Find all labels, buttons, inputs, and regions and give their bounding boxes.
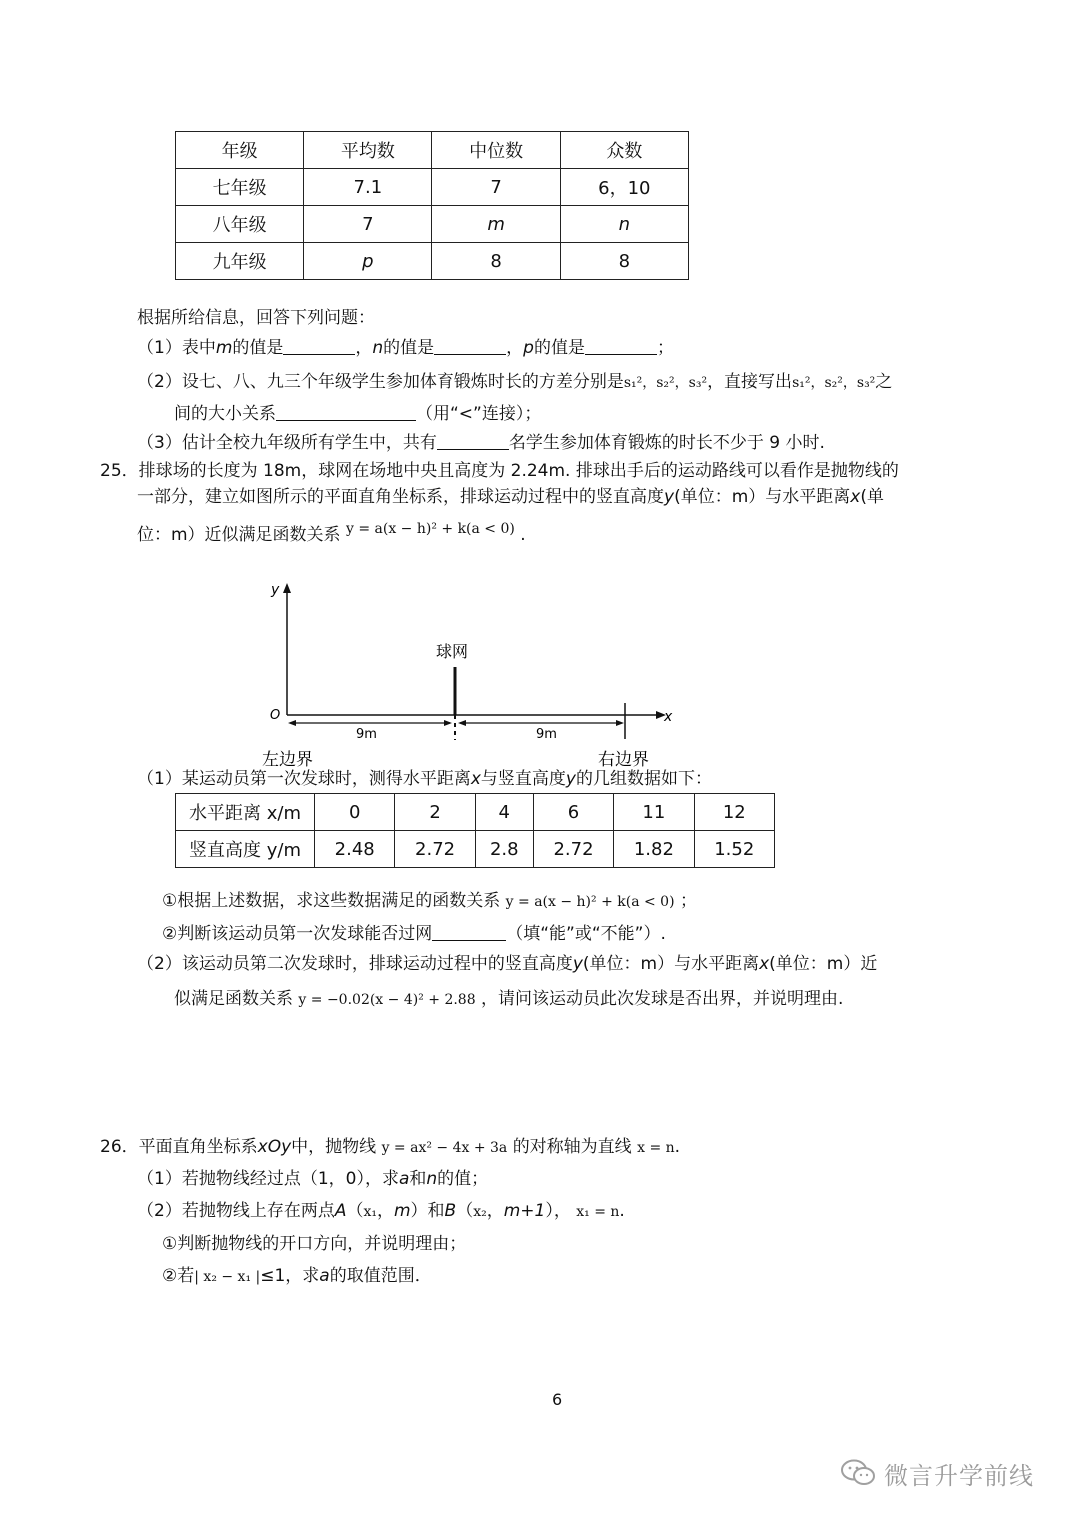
q24-part3: （3）估计全校九年级所有学生中，共有 名学生参加体育锻炼的时长不少于 9 小时.: [137, 433, 825, 453]
table-row: [176, 794, 775, 831]
stats-header-cell: 平均数: [304, 132, 432, 169]
q25-line3: 位：m）近似满足函数关系 $^{y = a(x - h)^2 + k(a < 0)}$ .: [137, 521, 526, 545]
watermark: [840, 1455, 1034, 1491]
y-value-cell: 2.72: [533, 831, 613, 868]
q25-sub1: ①根据上述数据，求这些数据满足的函数关系 y = a(x − h)² + k(a < 0) ；: [162, 891, 697, 911]
row-label: 水平距离 x/m: [176, 794, 315, 831]
q25-sub2: ②判断该运动员第一次发球能否过网 （填“能”或“不能”）.: [162, 924, 666, 944]
y-value-cell: 1.82: [614, 831, 694, 868]
mode-cell: n: [560, 206, 688, 243]
median-cell: 8: [432, 243, 560, 280]
watermark-text: 微言升学前线: [884, 1461, 1034, 1490]
stats-header-cell: 众数: [560, 132, 688, 169]
q26-sub2: ②若| x₂ − x₁ |≤1，求a的取值范围．: [162, 1266, 432, 1286]
x-axis-label: x: [664, 709, 673, 725]
q25-line2: 一部分，建立如图所示的平面直角坐标系，排球运动过程中的竖直高度y(单位：m）与水平距离x(单: [137, 487, 884, 507]
mean-cell: p: [304, 243, 432, 280]
q25-part2-line1: （2）该运动员第二次发球时，排球运动过程中的竖直高度y(单位：m）与水平距离x(单位：m）近: [137, 954, 878, 974]
x-value-cell: 2: [395, 794, 475, 831]
answer-blank[interactable]: [437, 433, 509, 450]
y-axis-arrow: [283, 583, 291, 593]
y-value-cell: 2.72: [395, 831, 475, 868]
q26-part1: （1）若抛物线经过点（1，0），求a和n的值；: [137, 1169, 489, 1189]
x-value-cell: 6: [533, 794, 613, 831]
left-boundary-label: 左边界: [262, 750, 313, 770]
table-row: [176, 206, 689, 243]
wechat-icon: [840, 1458, 876, 1488]
median-cell: m: [432, 206, 560, 243]
x-value-cell: 11: [614, 794, 694, 831]
row-label: 竖直高度 y/m: [176, 831, 315, 868]
grade-cell: 九年级: [176, 243, 304, 280]
x-value-cell: 12: [694, 794, 774, 831]
data-table: [175, 793, 775, 868]
answer-blank[interactable]: [432, 924, 506, 941]
y-value-cell: 1.52: [694, 831, 774, 868]
q25-line1: 25．排球场的长度为 18m，球网在场地中央且高度为 2.24m. 排球出手后的运动路线可以看作是抛物线的: [100, 461, 899, 481]
left-distance-label: 9m: [356, 727, 377, 742]
y-axis-label: y: [271, 582, 280, 598]
mean-cell: 7: [304, 206, 432, 243]
net-label: 球网: [436, 642, 469, 661]
stats-table: [175, 131, 689, 280]
y-value-cell: 2.8: [475, 831, 533, 868]
q25-part2-line2: 似满足函数关系 y = −0.02(x − 4)² + 2.88 ，请问该运动员此次发球是否出界，并说明理由.: [174, 989, 844, 1009]
grade-cell: 八年级: [176, 206, 304, 243]
q26-part2: （2）若抛物线上存在两点A（x₁，m）和B（x₂，m+1）， x₁ = n.: [137, 1201, 625, 1221]
answer-blank[interactable]: [276, 404, 416, 421]
median-cell: 7: [432, 169, 560, 206]
grade-cell: 七年级: [176, 169, 304, 206]
q26-sub1: ①判断抛物线的开口方向，并说明理由；: [162, 1234, 467, 1254]
q24-part2-line1: （2）设七、八、九三个年级学生参加体育锻炼时长的方差分别是s₁²，s₂²，s₃²，直接写出s₁²，s₂²，s₃²之: [137, 372, 893, 392]
x-value-cell: 4: [475, 794, 533, 831]
x-value-cell: 0: [315, 794, 395, 831]
right-boundary-label: 右边界: [598, 750, 649, 770]
stats-header-cell: 中位数: [432, 132, 560, 169]
y-value-cell: 2.48: [315, 831, 395, 868]
table-row: [176, 831, 775, 868]
stats-header-cell: 年级: [176, 132, 304, 169]
page-number: 6: [552, 1390, 563, 1409]
q24-part2-line2: 间的大小关系 （用“<”连接）；: [174, 404, 542, 424]
mode-cell: 8: [560, 243, 688, 280]
q26-line1: 26．平面直角坐标系xOy中，抛物线 y = ax² − 4x + 3a 的对称轴为直线 x = n.: [100, 1137, 681, 1157]
coordinate-figure: [250, 575, 690, 775]
table-row: [176, 243, 689, 280]
table-row: [176, 169, 689, 206]
mean-cell: 7.1: [304, 169, 432, 206]
answer-blank[interactable]: [585, 338, 657, 355]
answer-blank[interactable]: [434, 338, 506, 355]
q25-part1-intro: （1）某运动员第一次发球时，测得水平距离x与竖直高度y的几组数据如下：: [137, 769, 712, 789]
q24-intro: 根据所给信息，回答下列问题：: [137, 308, 375, 328]
mode-cell: 6，10: [560, 169, 688, 206]
answer-blank[interactable]: [283, 338, 355, 355]
origin-label: O: [270, 708, 281, 723]
q24-part1: （1）表中m的值是 ，n的值是 ，p的值是 ；: [137, 338, 674, 358]
right-distance-label: 9m: [536, 727, 557, 742]
